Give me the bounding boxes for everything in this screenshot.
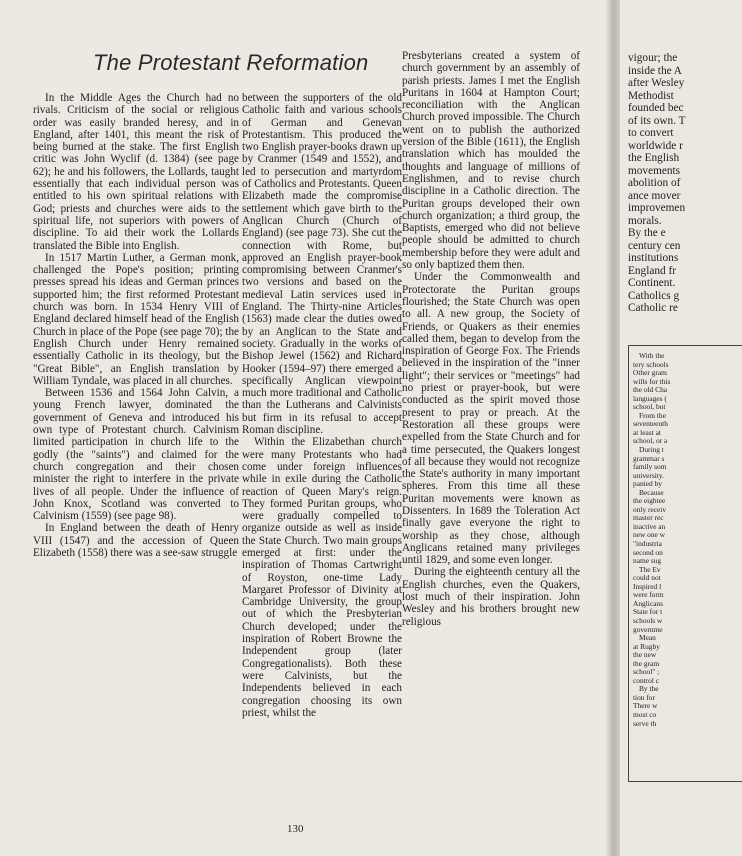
text-line: The Ev: [639, 564, 661, 574]
page-title: The Protestant Reformation: [93, 50, 369, 75]
text-line: of its own. T: [628, 114, 686, 127]
text-line: founded bec: [628, 102, 684, 114]
text-line: name sug: [633, 556, 662, 566]
text-line: languages (: [633, 393, 667, 403]
text-line: Anglicans: [633, 598, 663, 608]
paragraph: between the supporters of the old Catholic faith and various schools of German and Genevan Protestantism. This produced the two English prayer-books drawn up by Cranmer (1549 and 1552), and led to persecution and martyrdom of Catholics and Protestants. Queen Elizabeth made the compromise settlement which gave birth to the Anglican Church (Church of England) (see page 73). She cut the connection with Rome, but approved an English prayer-book compromising between Cranmer's two versions and based on the medieval Latin services used in England. The Thirty-nine Articles (1563) made clear the duties owed by an Anglican to the State and society. Gradually in the works of Bishop Jewel (1562) and Richard Hooker (1594–97) there emerged a specifically Anglican viewpoint much more traditional and Catholic than the Lutherans and Calvinists but firm in its refusal to accept Roman discipline.: [242, 92, 402, 437]
sidebar-box-text: [633, 352, 670, 728]
text-line: at Rugby: [633, 641, 660, 651]
text-line: to convert: [628, 127, 674, 139]
text-line: institutions: [628, 252, 679, 264]
right-page: [620, 0, 742, 856]
text-line: During t: [639, 445, 664, 455]
text-line: the gram: [633, 658, 660, 668]
text-line: Catholics g: [628, 289, 680, 302]
text-line: tery schools: [633, 359, 669, 369]
text-line: Methodist: [628, 89, 674, 102]
right-page-text: [628, 52, 742, 315]
paragraph: Within the Elizabethan church were many Protestants who had come under foreign influences while in exile during the Catholic reaction of Queen Mary's reign. They formed Puritan groups, who were gradually compelled to organize outside as well as inside the State Church. Two main groups emerged at first: under the inspiration of Thomas Cartwright of Royston, one-time Lady Margaret Professor of Divinity at Cambridge University, the group out of which the Presbyterian Church developed; under the inspiration of Robert Browne the Independent group (later Congregationalists). Both these were Calvinists, but the Independents believed in each congregation choosing its own priest, whilst the: [242, 436, 402, 719]
text-line: By the e: [628, 227, 666, 239]
text-line: seventeenth: [633, 419, 668, 429]
text-line: century cen: [628, 239, 681, 252]
text-line: master rec: [633, 513, 664, 523]
page-number: 130: [287, 823, 304, 835]
text-column-1: [33, 92, 239, 559]
text-line: ance mover: [628, 189, 681, 202]
text-line: grammar s: [633, 453, 665, 463]
text-line: only receiv: [633, 504, 667, 514]
text-line: Continent.: [628, 277, 676, 289]
paragraph: Presbyterians created a system of church government by an assembly of parish priests. James I met the English Puritans in 1604 at Hampton Court; reconciliation with the Anglican Church proved impossible. The Church went on to publish the authorized version of the Bible (1611), the English translation which has moulded the thoughts and language of millions of Englishmen, and to revise church discipline in a Catholic direction. The Puritan groups developed their own church organization; a third group, the Baptists, emerged who did not believe people should be admitted to church membership before they were adult and so only baptized them then.: [402, 50, 580, 272]
text-line: second on: [633, 547, 663, 557]
text-line: school, or a: [633, 436, 668, 446]
text-line: There w: [633, 701, 658, 711]
text-line: Inspired l: [633, 581, 662, 591]
text-line: university.: [633, 470, 664, 480]
text-line: tion for: [633, 692, 655, 702]
text-line: By the: [639, 684, 659, 694]
text-column-3: [402, 50, 580, 628]
text-line: school" ;: [633, 667, 660, 677]
text-line: movements: [628, 164, 681, 177]
text-line: the new: [633, 650, 657, 660]
text-line: family som: [633, 462, 667, 472]
text-line: were form: [633, 590, 664, 600]
paragraph: Under the Commonwealth and Protectorate the Puritan groups flourished; the State Church was open to all. A new group, the Society of Friends, or Quakers as their enemies called them, began to develop from the inspiration of George Fox. The Friends believed in the inspiration of the "inner light"; their services or "meetings" had no priest or prayer-book, but were conducted as the spirit moved those present to pray or preach. At the Restoration all these groups were expelled from the State Church and for a time persecuted, the Quakers longest of all because they would not recognize the State's authority in many important spheres. From this time all these Puritan movements were known as Dissenters. In 1689 the Toleration Act finally gave everyone the right to worship as they chose, although Anglicans retained many privileges until 1829, and some even longer.: [402, 271, 580, 567]
text-line: Catholic re: [628, 302, 678, 314]
text-line: wills for this: [633, 376, 671, 386]
text-line: new one w: [633, 530, 666, 540]
paragraph: Between 1536 and 1564 John Calvin, a young French lawyer, dominated the government of Geneva and introduced his own type of Protestant church. Calvinism limited participation in church life to the godly (the "saints") and claimed for the church congregation and their chosen minister the right to interfere in the private lives of all people. Under the influence of John Knox, Scotland was converted to Calvinism (1559) (see page 98).: [33, 387, 239, 523]
text-line: morals.: [628, 214, 662, 227]
text-line: could not: [633, 573, 661, 583]
text-line: Other gram: [633, 368, 667, 378]
text-line: vigour; the: [628, 52, 678, 64]
text-line: serve th: [633, 718, 657, 728]
text-line: the English: [628, 152, 680, 164]
text-line: improvemen: [628, 202, 686, 214]
text-line: "industria: [633, 539, 662, 549]
text-line: most co: [633, 709, 657, 719]
text-line: From the: [639, 410, 666, 420]
text-line: abolition of: [628, 177, 681, 189]
book-gutter: [606, 0, 620, 856]
paragraph: In 1517 Martin Luther, a German monk, challenged the Pope's position; printing presses spread his ideas and German princes supported him; the first reformed Protestant church was born. In 1534 Henry VIII of England declared himself head of the English Church in place of the Pope (see page 70); the English Church under Henry remained essentially Catholic in its theology, but the "Great Bible", an English translation by William Tyndale, was placed in all churches.: [33, 251, 239, 387]
text-line: England fr: [628, 264, 676, 277]
sidebar-box: [628, 345, 742, 782]
text-line: panied by: [633, 479, 662, 489]
text-line: worldwide r: [628, 139, 683, 152]
text-line: inside the A: [628, 64, 682, 77]
text-line: the eightee: [633, 496, 666, 506]
text-line: inactive an: [633, 521, 666, 531]
text-line: Because: [639, 487, 664, 497]
text-line: Mean: [639, 633, 656, 643]
text-line: school, but: [633, 402, 666, 412]
text-line: State for t: [633, 607, 663, 617]
text-line: the old Cha: [633, 385, 668, 395]
text-line: control c: [633, 675, 660, 685]
text-line: after Wesley: [628, 77, 685, 89]
text-column-2: [242, 92, 402, 719]
paragraph: In the Middle Ages the Church had no rivals. Criticism of the social or religious order was easily branded heresy, and in England, after 1401, this meant the risk of being burned at the stake. The first English critic was John Wyclif (d. 1384) (see page 62); he and his followers, the Lollards, taught essentially that each individual person was entitled to his own spiritual relations with God; priests and churches were aids to the spiritual life, not superiors with powers of discipline. To aid their work the Lollards translated the Bible into English.: [33, 92, 239, 252]
text-line: With the: [639, 351, 665, 360]
text-line: governme: [633, 624, 663, 634]
text-line: schools w: [633, 615, 663, 625]
text-line: at least at: [633, 427, 661, 437]
paragraph: During the eighteenth century all the English churches, even the Quakers, lost much of their inspiration. John Wesley and his brothers brought new religious: [402, 566, 580, 628]
paragraph: In England between the death of Henry VIII (1547) and the accession of Queen Elizabeth (1558) there was a see-saw struggle: [33, 522, 239, 559]
